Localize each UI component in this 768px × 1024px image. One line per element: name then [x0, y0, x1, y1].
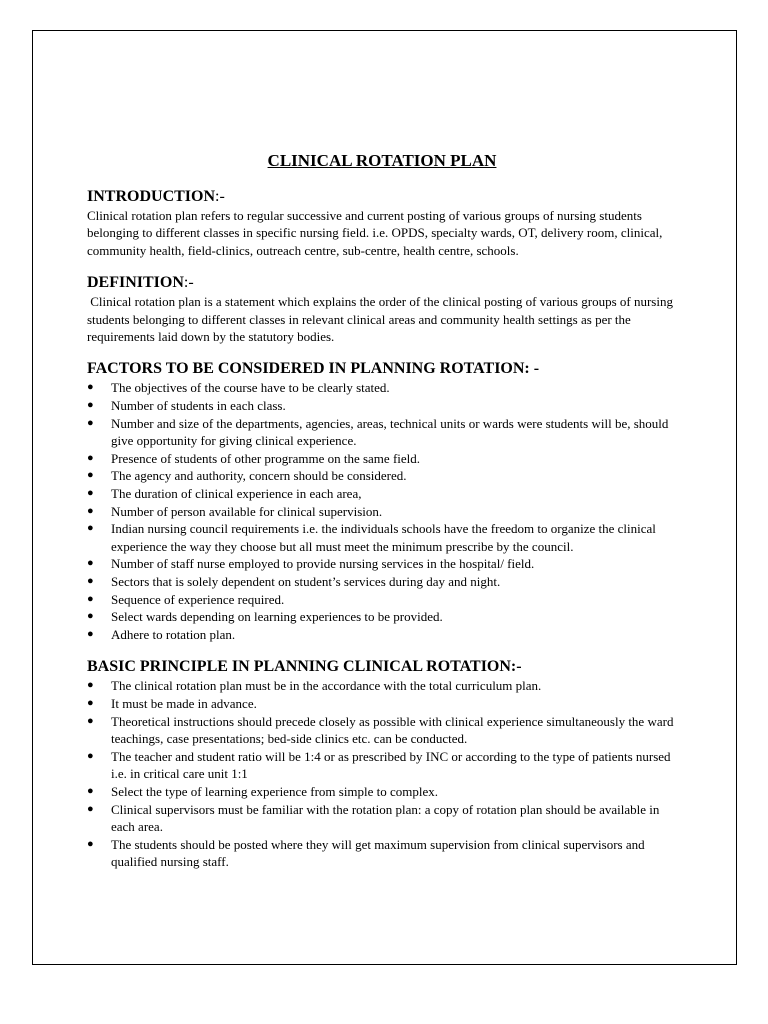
introduction-heading-suffix: :-	[215, 188, 225, 205]
bullet-icon: ●	[87, 592, 94, 605]
bullet-icon: ●	[87, 802, 94, 815]
list-item: ● Clinical supervisors must be familiar with the rotation plan: a copy of rotation plan should be available in each area.	[87, 801, 660, 835]
factors-list	[87, 379, 677, 643]
document-body	[87, 150, 677, 885]
bullet-icon: ●	[87, 610, 94, 623]
definition-heading	[87, 273, 677, 293]
principles-section	[87, 657, 677, 871]
list-item: ● Select wards depending on learning experiences to be provided.	[87, 609, 443, 625]
document-title: CLINICAL ROTATION PLAN	[267, 151, 497, 170]
definition-section	[87, 273, 677, 345]
list-item: ● Presence of students of other programme on the same field.	[87, 450, 421, 466]
list-item: ● Theoretical instructions should precede closely as possible with clinical experience simultaneously the ward teachings, case presentations; bed-side clinics etc. can be conducted.	[87, 713, 674, 747]
list-item: ● The students should be posted where they will get maximum supervision from clinical supervisors and qualified nursing staff.	[87, 836, 645, 870]
list-item: ● The objectives of the course have to be clearly stated.	[87, 380, 390, 396]
introduction-heading-text: INTRODUCTION	[87, 188, 216, 205]
list-item: ● The teacher and student ratio will be 1:4 or as prescribed by INC or according to the type of patients nursed i.e. in critical care unit 1:1	[87, 748, 671, 782]
bullet-icon: ●	[87, 381, 94, 394]
list-item: ● The clinical rotation plan must be in the accordance with the total curriculum plan.	[87, 678, 542, 694]
list-item: ● Indian nursing council requirements i.e. the individuals schools have the freedom to organize the clinical experience the way they choose but all must meet the minimum prescribe by the council.	[87, 521, 656, 554]
introduction-section	[87, 187, 677, 259]
definition-heading-text: DEFINITION	[87, 274, 184, 292]
list-item: ● Adhere to rotation plan.	[87, 626, 236, 642]
introduction-text: Clinical rotation plan refers to regular successive and current posting of various groups of nursing students belonging to different classes in specific nursing field. i.e. OPDS, specialty wards, OT, delivery room, clinical, community health, field-clinics, outreach centre, sub-centre, health centre, schools.	[87, 208, 663, 258]
bullet-icon: ●	[87, 399, 94, 412]
list-item: ● The duration of clinical experience in each area,	[87, 486, 362, 501]
definition-heading-suffix: :-	[183, 274, 194, 292]
factors-heading: FACTORS TO BE CONSIDERED IN PLANNING ROTATION: -	[87, 360, 540, 378]
principles-heading: BASIC PRINCIPLE IN PLANNING CLINICAL ROTATION:-	[87, 658, 522, 676]
bullet-icon: ●	[87, 522, 94, 535]
list-item: ● Number of students in each class.	[87, 398, 286, 414]
list-item: ● Sectors that is solely dependent on student’s services during day and night.	[87, 573, 501, 589]
list-item: ● It must be made in advance.	[87, 695, 257, 711]
bullet-icon: ●	[87, 679, 94, 692]
bullet-icon: ●	[87, 416, 94, 429]
introduction-heading	[87, 187, 677, 207]
bullet-icon: ●	[87, 837, 94, 850]
bullet-icon: ●	[87, 749, 94, 762]
bullet-icon: ●	[87, 574, 94, 587]
list-item: ● The agency and authority, concern should be considered.	[87, 468, 407, 484]
bullet-icon: ●	[87, 784, 94, 797]
bullet-icon: ●	[87, 696, 94, 709]
bullet-icon: ●	[87, 557, 94, 570]
principles-list	[87, 677, 677, 871]
list-item: ● Number of staff nurse employed to provide nursing services in the hospital/ field.	[87, 556, 535, 572]
list-item: ● Number and size of the departments, agencies, areas, technical units or wards were students will be, should give opportunity for giving clinical experience.	[87, 415, 669, 449]
bullet-icon: ●	[87, 451, 94, 464]
bullet-icon: ●	[87, 487, 94, 499]
bullet-icon: ●	[87, 714, 94, 727]
definition-text: Clinical rotation plan is a statement which explains the order of the clinical posting of various groups of nursing students belonging to different classes in relevant clinical areas and community health settings as per the requirements laid down by the statutory bodies.	[87, 294, 677, 345]
list-item: ● Number of person available for clinical supervision.	[87, 503, 383, 519]
list-item: ● Sequence of experience required.	[87, 591, 285, 607]
bullet-icon: ●	[87, 469, 94, 482]
factors-section	[87, 359, 677, 643]
list-item: ● Select the type of learning experience from simple to complex.	[87, 783, 439, 799]
bullet-icon: ●	[87, 627, 94, 640]
bullet-icon: ●	[87, 504, 94, 517]
